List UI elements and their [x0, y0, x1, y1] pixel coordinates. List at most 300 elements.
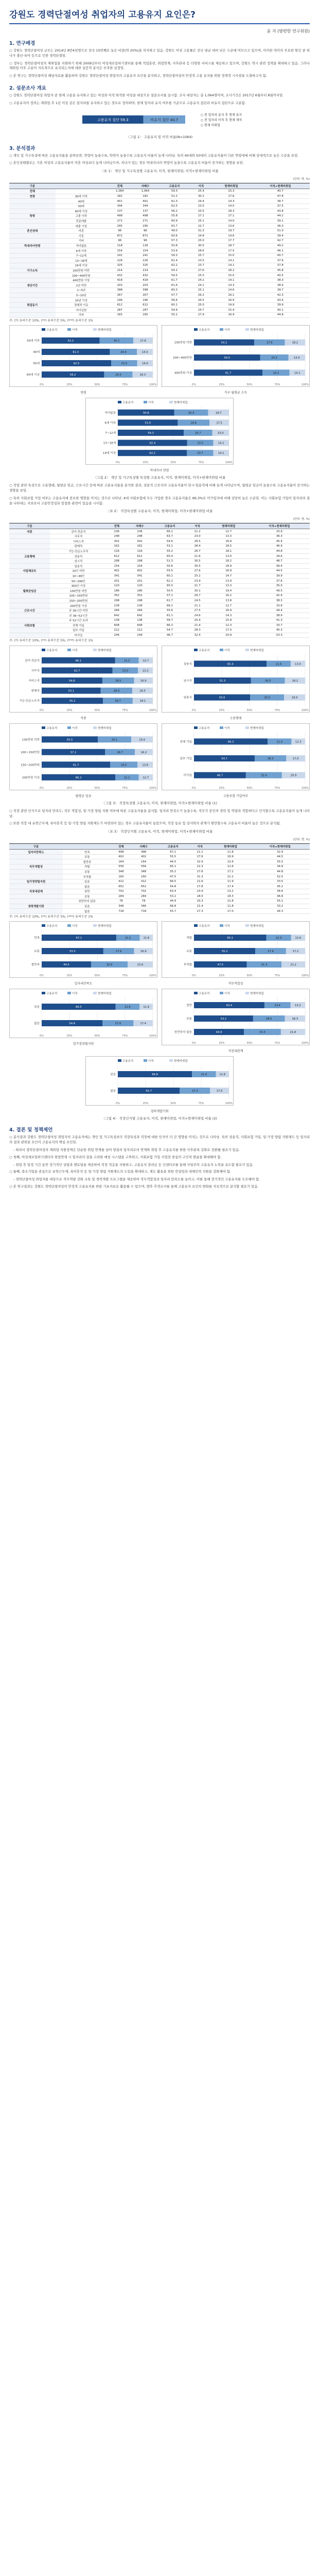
table-header-cell: 사례수 — [131, 844, 156, 850]
table-cell — [9, 884, 63, 889]
table-header-cell: 현재미취업 — [208, 523, 249, 529]
legend-swatch — [42, 924, 45, 927]
table-cell: 30.5 — [187, 558, 208, 564]
table-cell: 6세 이하 — [56, 248, 107, 253]
table-cell: 판매직 — [50, 544, 107, 549]
data-label: 66.2 — [75, 776, 82, 779]
table-cell: 186 — [107, 588, 127, 594]
table-cell: 54.2 — [158, 268, 190, 273]
table-header-cell: 고용유지 — [156, 844, 189, 850]
table-cell: 52.2 — [158, 194, 190, 199]
table-cell: 1년 미만 — [56, 283, 107, 288]
table-cell: 302 — [127, 539, 153, 544]
paragraph: ○ 분석결과 강원도 경력단절여성 취업자의 고용유지에는 개인 및 가구특성보다 직장특성과 직장에 대한 인식이 더 큰 영향을 미치는 것으로 나타남. 특히 상용직, 사회보험 가입, 일·가정 양립 지원제도 등 일자리의 질과 관련된 요인이 고용유지의 핵심 요인임. — [9, 1135, 310, 1145]
table-cell: 54.6 — [153, 539, 186, 544]
tick-label: 75% — [198, 461, 204, 465]
tick-label: 0% — [192, 383, 196, 387]
table-cell: 37.8 — [249, 579, 310, 584]
legend-label: 현재미취업 — [174, 1060, 188, 1063]
category-label: 적합 — [186, 937, 192, 940]
table-cell: 402 — [112, 854, 131, 859]
tick-label: 100% — [301, 1042, 309, 1045]
legend-label: 이직 — [224, 649, 230, 652]
data-label: 12.7 — [143, 659, 149, 663]
table-row — [9, 302, 310, 308]
data-label: 13.3 — [142, 669, 149, 673]
table-cell: 344 — [107, 204, 132, 209]
paragraph: ○ 강원도 경력단절여성 취업자 중 현재 고용을 유지하고 있는 여성과 이직·퇴직한 여성을 대상으로 설문조사를 실시함. 조사 대상자는 총 1,064명이며, 조사기간은 2017년 6월부터 8월까지임. — [9, 93, 284, 97]
table-cell: 325 — [107, 263, 132, 268]
table-cell: 30.5 — [187, 564, 208, 569]
table-cell: 118 — [107, 243, 132, 248]
table-cell: 39.7 — [251, 288, 310, 293]
table-row — [9, 278, 310, 283]
table-cell: 53.3 — [249, 633, 310, 638]
tick-label: 25% — [66, 383, 73, 387]
data-label: 21.6 — [125, 1006, 131, 1009]
tick-label: 100% — [225, 1102, 233, 1106]
table-cell: 116 — [127, 549, 153, 554]
table-cell: 10년 이상 — [56, 298, 107, 303]
data-label: 54.7 — [221, 757, 227, 760]
table-cell: 미가입 — [50, 633, 107, 638]
tick-label: 25% — [219, 786, 225, 790]
table-row — [9, 529, 310, 534]
table-cell: 59.9 — [158, 308, 190, 313]
table-row — [9, 268, 310, 273]
table-unit: (단위: 명, %) — [293, 178, 310, 181]
table-cell: 부적합 — [63, 874, 112, 879]
table-cell: 642 — [107, 613, 127, 618]
table-cell: 사회보험 — [9, 623, 50, 628]
tick-label: 50% — [94, 708, 100, 712]
table-cell: 18.7 — [211, 243, 251, 248]
table-row — [9, 313, 310, 318]
table-cell: 26.7 — [187, 594, 208, 599]
figure-3b — [162, 646, 310, 720]
table-cell: 12.7 — [208, 603, 249, 608]
table-row — [9, 628, 310, 633]
table-row — [9, 298, 310, 303]
table-cell: 45.8 — [251, 268, 310, 273]
table-row — [9, 583, 310, 588]
table-cell: 14.3 — [208, 613, 249, 618]
table-cell: 116 — [107, 549, 127, 554]
table-cell: 사무직 — [50, 534, 107, 539]
table-cell: 59.3 — [158, 189, 190, 194]
data-label: 18.2 — [292, 679, 298, 683]
data-label: 28.5 — [265, 1018, 272, 1021]
table-cell: 18.5 — [208, 544, 249, 549]
table-cell — [9, 209, 56, 214]
category-label: 불만족 — [31, 963, 40, 967]
table-row — [9, 189, 310, 194]
tick-label: 25% — [66, 1035, 73, 1038]
retention-bar-chart — [77, 109, 196, 132]
data-label: 66.8 — [152, 1073, 158, 1077]
table-cell: 42.9 — [249, 594, 310, 599]
table-row — [9, 293, 310, 298]
category-label: 60대 이상 — [26, 374, 40, 377]
table-2-title: 〈표 2〉 직장특성별 고용유지, 이직, 현재미취업, 이직+현재미취업 비율 — [106, 509, 213, 514]
figure-3c — [9, 723, 157, 798]
table-cell — [9, 263, 56, 268]
table-cell: 341 — [107, 573, 127, 579]
table-cell: 44.2 — [251, 214, 310, 219]
table-cell: 62.2 — [158, 263, 190, 268]
table-cell: 66.3 — [153, 623, 186, 628]
data-label: 23.4 — [274, 1004, 280, 1008]
table-cell: 17.2 — [210, 869, 250, 874]
paragraph: ○ 강원도 경력단절여성 규모는 2014년 8만4천명으로 전국 15번째로 높은 비중(약 20%)을 차지하고 있음. 강원도 여성 고용률은 전국 평균 대비 낮은 수준에 머무르고 있으며, 이러한 차이의 주요한 원인 중 하나가 출산·육아 등으로 인한 경력단절임. — [9, 48, 310, 58]
table-cell: 61.3 — [158, 199, 190, 204]
tick-label: 75% — [122, 1035, 128, 1038]
table-cell: 21.6 — [187, 554, 208, 559]
data-label: 31.3 — [261, 963, 268, 967]
table-cell: 267 — [132, 293, 158, 298]
data-label: 50.5 — [66, 738, 73, 742]
chart-label: 직무적합성 — [228, 982, 243, 986]
table-row — [9, 899, 310, 904]
table-cell: 직장내관계 — [9, 889, 63, 894]
title-rule — [9, 23, 310, 24]
table-cell: 33.3 — [189, 899, 210, 904]
legend-swatch — [220, 924, 223, 927]
table-cell: 398 — [132, 288, 158, 293]
tick-label: 75% — [122, 974, 128, 978]
table-cell — [9, 308, 56, 313]
table-cell: 49.0 — [158, 228, 190, 233]
figure-2-row-1 — [9, 325, 310, 395]
tick-label: 25% — [143, 461, 149, 465]
legend-label: 이직 — [224, 726, 230, 730]
bullet-paragraph: - 취업 후 일정 기간 동안 정기적인 상담과 멘토링을 제공하여 직장 적응을 지원하고, 고용유지 장려금 등 인센티브를 통해 사업주의 고용유지 노력을 유도할 필요가 있음. — [13, 1162, 254, 1167]
table-cell: 14.0 — [211, 218, 251, 224]
table-cell: 63.7 — [158, 224, 190, 229]
category-label: 30대 이하 — [26, 340, 40, 343]
table-cell: 상용직 — [50, 554, 107, 559]
figure-1-caption: 〈그림 1〉 고용유지 및 이직 비율(N=1064) — [126, 134, 193, 139]
table-row — [9, 218, 310, 224]
table-cell: 40.1 — [251, 308, 310, 313]
table-cell: 16.9 — [208, 539, 249, 544]
data-label: 17.0 — [292, 757, 299, 760]
table-header-cell — [56, 183, 107, 189]
figure-3a — [9, 646, 157, 720]
data-label: 21.1 — [123, 776, 130, 779]
tick-label: 100% — [149, 383, 157, 387]
table-header-cell: 사례수 — [127, 523, 153, 529]
table-cell: 284 — [127, 608, 153, 613]
table-cell: 138 — [127, 618, 153, 623]
data-label: 14.1 — [218, 452, 224, 455]
data-label: 28.6 — [190, 421, 197, 425]
tick-label: 25% — [219, 974, 225, 978]
table-row — [9, 874, 310, 879]
data-label: 44.9 — [216, 1031, 222, 1035]
table-cell — [9, 224, 56, 229]
table-cell: 96 — [132, 228, 158, 233]
table-cell: 5~10년 — [56, 293, 107, 298]
table-cell: 기능·단순노무직 — [50, 549, 107, 554]
table-cell: 14.7 — [208, 573, 249, 579]
table-cell — [9, 248, 56, 253]
table-cell: 608 — [107, 623, 127, 628]
category-label: 100~150만원 — [21, 751, 40, 754]
data-label: 17.2 — [292, 950, 299, 954]
tick-label: 50% — [246, 1042, 253, 1045]
category-label: 보통 — [186, 950, 192, 954]
table-cell: 10~49인 — [50, 573, 107, 579]
table-cell: 186 — [127, 588, 153, 594]
data-label: 27.3 — [192, 1090, 198, 1093]
table-cell: 352 — [107, 594, 127, 599]
table-header-cell: 이직 — [191, 183, 212, 189]
tick-label: 100% — [149, 1035, 157, 1038]
table-cell: 54.7 — [153, 628, 186, 633]
table-cell: 44.8 — [251, 313, 310, 318]
table-cell: 120 — [127, 583, 153, 588]
table-cell: 344 — [132, 204, 158, 209]
table-cell: 21.2 — [187, 529, 208, 534]
data-label: 56.2 — [69, 374, 76, 377]
table-cell: 24.8 — [191, 233, 212, 239]
legend-swatch — [67, 992, 71, 994]
table-cell: 150~200만원 — [50, 598, 107, 603]
table-cell: 62.2 — [153, 579, 186, 584]
table-cell: 402 — [127, 569, 153, 574]
table-cell — [9, 313, 56, 318]
tick-label: 50% — [246, 708, 253, 712]
table-cell: 13~18세 — [56, 258, 107, 263]
figure-4a — [9, 921, 157, 986]
legend-swatch — [194, 328, 198, 331]
table-cell: 11.9 — [210, 879, 250, 884]
table-cell: 39.9 — [249, 573, 310, 579]
figure-4-row-2 — [9, 989, 310, 1053]
table-cell: 18.3 — [211, 209, 251, 214]
table-cell: 162 — [107, 544, 127, 549]
table-cell: 60.9 — [158, 218, 190, 224]
table-cell: 50.8 — [158, 243, 190, 248]
legend-swatch — [93, 924, 97, 927]
table-cell: 53.2 — [156, 894, 189, 899]
table-cell: 14.1 — [211, 258, 251, 263]
paragraph: ○ 본 연구결과는 강원도 경력단절여성의 안정적 고용유지를 위한 기초자료로 활용될 수 있으며, 향후 추적조사를 통해 고용유지 요인의 변화를 지속적으로 분석할 필요가 있음. — [9, 1184, 259, 1189]
data-label: 19.4 — [139, 738, 145, 742]
table-cell: 44.5 — [249, 569, 310, 574]
category-label: 50대 — [33, 362, 40, 366]
category-label: 40대 — [33, 351, 40, 354]
table-row — [9, 233, 310, 239]
legend-label: 고용유지 — [199, 649, 210, 652]
table-cell: 46.8 — [250, 894, 310, 899]
table-cell — [9, 253, 56, 258]
paragraph: ○ 본 연구는 경력단절여성 패널자료를 활용하여 강원도 경력단절여성 취업자의 고용유지 요인을 분석하고, 경력단절여성의 안정적 고용 유지를 위한 정책적 시사점을 도출하고자 함. — [9, 74, 267, 78]
chart-occupation — [9, 646, 157, 713]
chart-label: 직종 — [80, 716, 86, 720]
table-cell: 26.5 — [191, 298, 212, 303]
table-row — [9, 588, 310, 594]
data-label: 52.2 — [67, 340, 74, 343]
category-label: 6세 이하 — [104, 421, 116, 425]
data-label: 24.2 — [273, 371, 279, 375]
table-cell: 27.3 — [189, 909, 210, 914]
table-cell: 14.1 — [211, 278, 251, 283]
table-cell — [9, 859, 63, 865]
table-cell: 284 — [131, 894, 156, 899]
table-cell: 346 — [112, 904, 131, 909]
legend-label: 이직 — [148, 401, 154, 405]
table-header-cell: 이직 — [187, 523, 208, 529]
table-cell: 63.4 — [156, 889, 189, 894]
table-cell: 203 — [107, 283, 132, 288]
table-cell: 38.4 — [251, 283, 310, 288]
table-cell: 612 — [107, 302, 132, 308]
table-cell: 33.8 — [249, 603, 310, 608]
category-label: 일용직 — [183, 696, 192, 700]
table-cell: 60.3 — [158, 288, 190, 293]
data-label: 21.2 — [290, 963, 296, 967]
legend-note: ○ 현재 미취업 — [200, 123, 220, 127]
table-cell: 63.7 — [153, 534, 186, 539]
table-cell: 17.6 — [211, 194, 251, 199]
chart-job-fit — [162, 921, 310, 978]
table-cell: 44.3 — [250, 909, 310, 914]
table-cell: 13.8 — [208, 598, 249, 603]
table-cell: 39.1 — [251, 218, 310, 224]
table-row — [9, 850, 310, 855]
legend-swatch — [118, 401, 121, 403]
table-cell: 자아실현 — [56, 308, 107, 313]
table-cell: 21.4 — [187, 623, 208, 628]
table-row — [9, 598, 310, 603]
table-cell: 28.6 — [191, 248, 212, 253]
legend-label: 고용유지 — [199, 329, 210, 332]
table-cell: 22.6 — [210, 859, 250, 865]
table-row — [9, 283, 310, 288]
table-cell: 17.0 — [210, 909, 250, 914]
table-cell: 근로시간 — [9, 608, 50, 613]
figure-4-row-1 — [9, 921, 310, 986]
data-label: 25.5 — [271, 357, 277, 360]
table-unit: (단위: 명, %) — [293, 838, 310, 842]
table-cell: 원만하지 않음 — [63, 899, 112, 904]
table-cell: 61.7 — [153, 598, 186, 603]
table-cell: 27.1 — [191, 214, 212, 219]
data-label: 21.2 — [123, 659, 130, 663]
data-label: 27.6 — [115, 950, 122, 954]
table-cell: 66.8 — [156, 904, 189, 909]
table-cell: 200만원 미만 — [56, 268, 107, 273]
table-cell: 36.3 — [249, 534, 310, 539]
data-label: 17.0 — [216, 1090, 223, 1093]
table-row — [9, 258, 310, 263]
chart-label: 직장내관계 — [228, 1049, 243, 1054]
data-label: 67.1 — [76, 937, 82, 940]
table-cell: 432 — [107, 273, 132, 278]
table-cell: 직종 — [9, 529, 50, 534]
table-row — [9, 904, 310, 909]
table-cell — [9, 258, 56, 263]
tick-label: 100% — [301, 786, 309, 790]
tick-label: 25% — [66, 786, 73, 790]
chart-monthly-wage — [9, 723, 157, 790]
table-cell: 35.0 — [249, 583, 310, 588]
table-cell: 연령 — [9, 194, 56, 199]
table-cell: 164 — [131, 859, 156, 865]
table-cell: 18.3 — [210, 894, 250, 899]
tick-label: 50% — [246, 786, 253, 790]
table-cell: 300인 이상 — [50, 583, 107, 588]
table-cell: 51.0 — [251, 228, 310, 233]
table-cell: 120 — [107, 583, 127, 588]
table-cell: 일부 가입 — [50, 628, 107, 633]
tick-label: 25% — [219, 383, 225, 387]
table-cell: 23.5 — [191, 204, 212, 209]
data-label: 65.1 — [227, 937, 234, 940]
table-cell: 200만원 이상 — [50, 603, 107, 608]
table-cell: 18.2 — [208, 558, 249, 564]
section-heading-background: 1. 연구배경 — [9, 41, 36, 46]
table-cell: 16.2 — [208, 594, 249, 599]
tick-label: 75% — [274, 974, 280, 978]
table-cell: 15.0 — [211, 253, 251, 258]
table-cell: 50~299인 — [50, 579, 107, 584]
figure-4e — [85, 1056, 234, 1113]
table-row — [9, 854, 310, 859]
table-cell: 154 — [127, 564, 153, 569]
data-label: 59.3 — [148, 432, 154, 435]
table-cell: 67.1 — [156, 850, 189, 855]
paragraph: ○ 고용유지의 정의는 재취업 후 1년 이상 같은 일자리를 유지하고 있는 경우로 정의하며, 현재 일자리 유지 여부를 기준으로 고용유지 집단과 비유지 집단으로 구분함. — [9, 100, 246, 105]
table-cell: 66.1 — [153, 529, 186, 534]
table-cell: 24.1 — [191, 283, 212, 288]
table-cell — [9, 293, 56, 298]
table-cell: 24.6 — [187, 613, 208, 618]
table-cell: 214 — [107, 268, 132, 273]
data-label: 14.3 — [141, 351, 148, 354]
legend-swatch — [245, 992, 249, 994]
table-cell — [9, 564, 50, 569]
table-cell: 612 — [132, 302, 158, 308]
table-cell: 30.2 — [191, 194, 212, 199]
data-label: 61.7 — [225, 371, 232, 375]
data-label: 53.1 — [68, 689, 75, 693]
tick-label: 50% — [94, 786, 100, 790]
legend-label: 현재미취업 — [250, 726, 264, 730]
table-cell: 702 — [112, 889, 131, 894]
table-cell: 불만족 — [63, 859, 112, 865]
table-cell: 200~400만원 — [56, 273, 107, 278]
tick-label: 75% — [122, 786, 128, 790]
data-label: 11.8 — [219, 1073, 226, 1077]
legend-swatch — [245, 649, 249, 651]
table-cell: 학력 — [9, 214, 56, 219]
table-cell: 대졸 이상 — [56, 224, 107, 229]
table-cell: 30대 이하 — [56, 194, 107, 199]
table-cell: 17.7 — [211, 239, 251, 244]
table-cell: 21.7 — [187, 583, 208, 588]
segment-value: 고용유지 집단 59.3 — [97, 117, 129, 122]
category-label: 150~200만원 — [21, 764, 40, 767]
data-label: 15.0 — [218, 432, 224, 435]
data-label: 33.3 — [259, 1031, 265, 1035]
table-cell — [9, 549, 50, 554]
tick-label: 50% — [94, 974, 100, 978]
table-cell: 월평균임금 — [9, 588, 50, 594]
chart-label: 고용보험 가입여부 — [223, 794, 249, 798]
